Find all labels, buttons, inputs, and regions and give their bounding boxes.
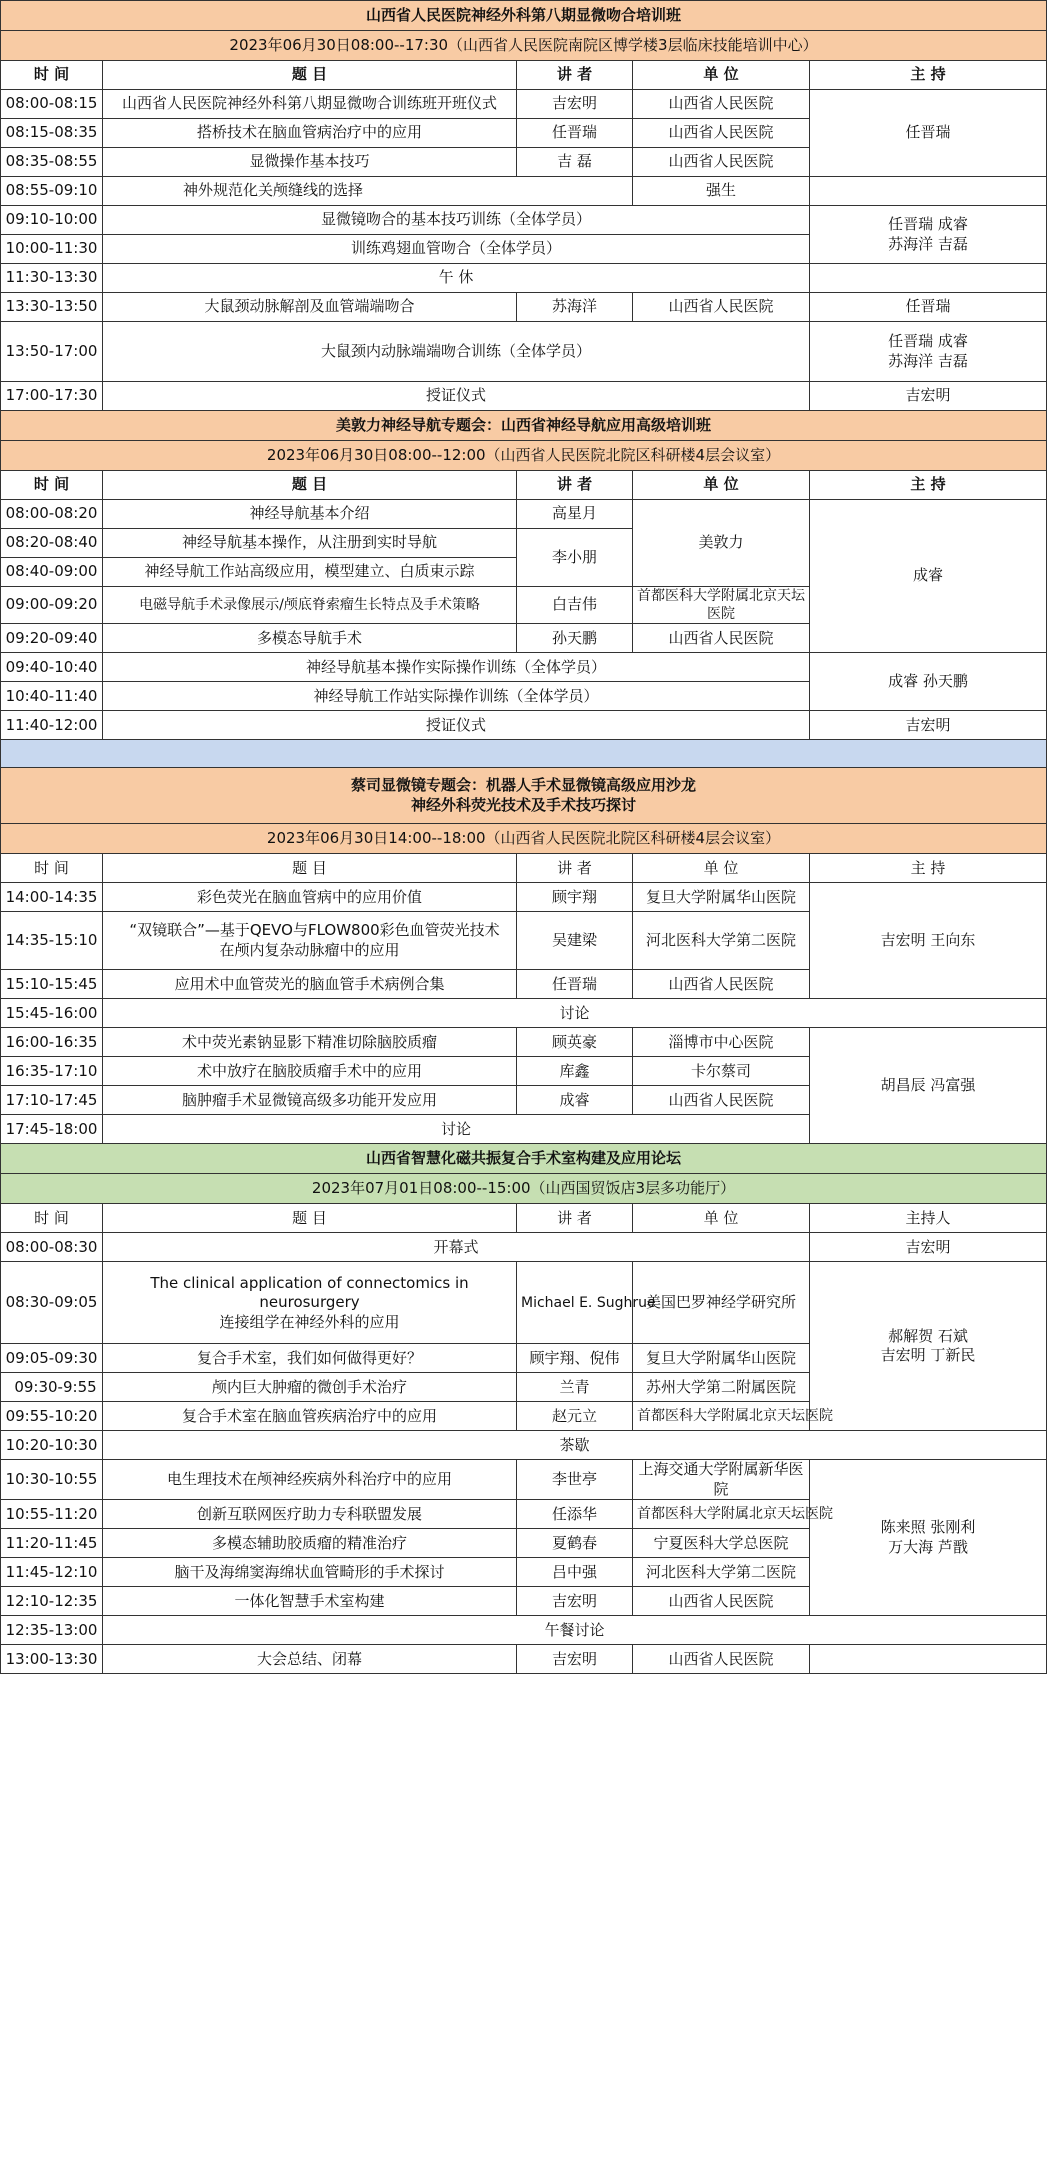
topic-cell: 讨论 — [103, 999, 1047, 1028]
time-cell: 08:00-08:30 — [1, 1233, 103, 1262]
section-1-subtitle-row — [1, 31, 1047, 61]
speaker-cell: 成睿 — [517, 1086, 633, 1115]
time-cell: 16:00-16:35 — [1, 1028, 103, 1057]
time-cell: 11:40-12:00 — [1, 711, 103, 740]
time-cell: 08:35-08:55 — [1, 148, 103, 177]
unit-cell: 首都医科大学附属北京天坛医院 — [633, 587, 810, 624]
speaker-cell: 任添华 — [517, 1500, 633, 1529]
topic-cell: 多模态导航手术 — [103, 624, 517, 653]
unit-cell: 山西省人民医院 — [633, 1587, 810, 1616]
time-cell: 13:30-13:50 — [1, 293, 103, 322]
unit-cell: 山西省人民医院 — [633, 90, 810, 119]
section-subtitle: 2023年07月01日08:00--15:00（山西国贸饭店3层多功能厅） — [1, 1174, 1047, 1204]
time-cell: 12:35-13:00 — [1, 1616, 103, 1645]
topic-cell: 大会总结、闭幕 — [103, 1645, 517, 1674]
topic-cell: 训练鸡翅血管吻合（全体学员） — [103, 235, 810, 264]
speaker-cell: 吕中强 — [517, 1558, 633, 1587]
unit-cell: 山西省人民医院 — [633, 148, 810, 177]
time-cell: 10:20-10:30 — [1, 1431, 103, 1460]
host-cell — [810, 322, 1047, 382]
topic-cell: 搭桥技术在脑血管病治疗中的应用 — [103, 119, 517, 148]
table-row — [1, 1645, 1047, 1674]
topic-cell: 应用术中血管荧光的脑血管手术病例合集 — [103, 970, 517, 999]
topic-line: 在颅内复杂动脉瘤中的应用 — [219, 940, 400, 959]
section-title — [1, 768, 1047, 824]
section-title-line: 神经外科荧光技术及手术技巧探讨 — [411, 795, 637, 814]
time-cell: 08:20-08:40 — [1, 529, 103, 558]
time-cell: 14:35-15:10 — [1, 912, 103, 970]
time-cell: 09:05-09:30 — [1, 1344, 103, 1373]
header-time: 时 间 — [1, 471, 103, 500]
header-unit: 单 位 — [633, 61, 810, 90]
host-cell — [810, 206, 1047, 264]
host-line: 任晋瑞 成睿 — [888, 332, 968, 350]
speaker-cell: 吉宏明 — [517, 1587, 633, 1616]
topic-cell: 颅内巨大肿瘤的微创手术治疗 — [103, 1373, 517, 1402]
topic-line: The clinical application of connectomics in — [150, 1273, 469, 1292]
section-subtitle: 2023年06月30日08:00--12:00（山西省人民医院北院区科研楼4层会议室） — [1, 441, 1047, 471]
host-line: 苏海洋 吉磊 — [888, 234, 968, 253]
host-cell: 任晋瑞 — [810, 90, 1047, 177]
unit-cell: 山西省人民医院 — [633, 1645, 810, 1674]
header-host: 主 持 — [810, 471, 1047, 500]
unit-cell: 山西省人民医院 — [633, 624, 810, 653]
unit-cell: 首都医科大学附属北京天坛医院 — [633, 1402, 810, 1431]
unit-cell: 苏州大学第二附属医院 — [633, 1373, 810, 1402]
table-row — [1, 1460, 1047, 1500]
unit-cell: 卡尔蔡司 — [633, 1057, 810, 1086]
header-host: 主 持 — [810, 61, 1047, 90]
time-cell: 15:45-16:00 — [1, 999, 103, 1028]
speaker-cell: 苏海洋 — [517, 293, 633, 322]
table-row — [1, 1262, 1047, 1344]
speaker-cell: 吉宏明 — [517, 90, 633, 119]
time-cell: 12:10-12:35 — [1, 1587, 103, 1616]
topic-cell: 大鼠颈内动脉端端吻合训练（全体学员） — [103, 322, 810, 382]
header-unit: 单 位 — [633, 471, 810, 500]
speaker-cell: 夏鹤春 — [517, 1529, 633, 1558]
host-cell: 胡昌辰 冯富强 — [810, 1028, 1047, 1144]
topic-line: 连接组学在神经外科的应用 — [219, 1312, 400, 1331]
section-divider — [1, 740, 1047, 768]
table-header-row — [1, 854, 1047, 883]
unit-cell: 山西省人民医院 — [633, 293, 810, 322]
speaker-cell: 顾英豪 — [517, 1028, 633, 1057]
topic-cell: 神外规范化关颅缝线的选择 — [103, 177, 633, 206]
time-cell: 14:00-14:35 — [1, 883, 103, 912]
time-cell: 10:40-11:40 — [1, 682, 103, 711]
unit-cell: 河北医科大学第二医院 — [633, 1558, 810, 1587]
time-cell: 11:45-12:10 — [1, 1558, 103, 1587]
section-2-subtitle-row — [1, 441, 1047, 471]
time-cell: 16:35-17:10 — [1, 1057, 103, 1086]
topic-cell: 山西省人民医院神经外科第八期显微吻合训练班开班仪式 — [103, 90, 517, 119]
unit-cell: 淄博市中心医院 — [633, 1028, 810, 1057]
table-row — [1, 500, 1047, 529]
time-cell: 10:00-11:30 — [1, 235, 103, 264]
section-4-title-row — [1, 1144, 1047, 1174]
speaker-cell: 任晋瑞 — [517, 119, 633, 148]
header-time: 时 间 — [1, 1204, 103, 1233]
speaker-cell: 库鑫 — [517, 1057, 633, 1086]
speaker-cell: 李世亭 — [517, 1460, 633, 1500]
section-title: 山西省人民医院神经外科第八期显微吻合培训班 — [1, 1, 1047, 31]
section-subtitle: 2023年06月30日14:00--18:00（山西省人民医院北院区科研楼4层会议室） — [1, 824, 1047, 854]
header-speaker: 讲 者 — [517, 471, 633, 500]
unit-cell: 美敦力 — [633, 500, 810, 587]
topic-cell: 创新互联网医疗助力专科联盟发展 — [103, 1500, 517, 1529]
host-line: 苏海洋 吉磊 — [888, 351, 968, 370]
topic-cell: 显微操作基本技巧 — [103, 148, 517, 177]
host-cell: 成睿 — [810, 500, 1047, 653]
time-cell: 11:30-13:30 — [1, 264, 103, 293]
host-cell: 吉宏明 — [810, 1233, 1047, 1262]
topic-cell: 电生理技术在颅神经疾病外科治疗中的应用 — [103, 1460, 517, 1500]
header-speaker: 讲 者 — [517, 1204, 633, 1233]
time-cell: 08:40-09:00 — [1, 558, 103, 587]
table-row — [1, 1431, 1047, 1460]
table-row — [1, 653, 1047, 682]
speaker-cell: 吉 磊 — [517, 148, 633, 177]
header-host: 主持人 — [810, 1204, 1047, 1233]
topic-line: neurosurgery — [259, 1293, 360, 1312]
topic-line: “双镜联合”—基于QEVO与FLOW800彩色血管荧光技术 — [129, 921, 500, 940]
section-4-subtitle-row — [1, 1174, 1047, 1204]
host-cell — [810, 1262, 1047, 1431]
time-cell: 17:45-18:00 — [1, 1115, 103, 1144]
host-line: 陈来照 张刚利 — [880, 1518, 976, 1537]
host-cell — [810, 177, 1047, 206]
speaker-cell: 顾宇翔、倪伟 — [517, 1344, 633, 1373]
time-cell: 08:00-08:20 — [1, 500, 103, 529]
topic-cell: 神经导航基本介绍 — [103, 500, 517, 529]
topic-cell: 午餐讨论 — [103, 1616, 1047, 1645]
unit-cell: 山西省人民医院 — [633, 1086, 810, 1115]
table-row — [1, 1233, 1047, 1262]
topic-cell: 神经导航工作站高级应用，模型建立、白质束示踪 — [103, 558, 517, 587]
time-cell: 09:30-9:55 — [1, 1373, 103, 1402]
table-row — [1, 883, 1047, 912]
section-title: 美敦力神经导航专题会：山西省神经导航应用高级培训班 — [1, 411, 1047, 441]
speaker-cell: 李小朋 — [517, 529, 633, 587]
unit-cell: 强生 — [633, 177, 810, 206]
header-time: 时 间 — [1, 854, 103, 883]
table-row — [1, 382, 1047, 411]
table-row — [1, 322, 1047, 382]
host-line: 吉宏明 丁新民 — [880, 1346, 976, 1365]
time-cell: 13:50-17:00 — [1, 322, 103, 382]
speaker-cell: Michael E. Sughrue — [517, 1262, 633, 1344]
unit-cell: 复旦大学附属华山医院 — [633, 1344, 810, 1373]
unit-cell: 首都医科大学附属北京天坛医院 — [633, 1500, 810, 1529]
topic-cell: 彩色荧光在脑血管病中的应用价值 — [103, 883, 517, 912]
topic-cell: 术中放疗在脑胶质瘤手术中的应用 — [103, 1057, 517, 1086]
time-cell: 09:20-09:40 — [1, 624, 103, 653]
table-row — [1, 264, 1047, 293]
topic-cell: 脑肿瘤手术显微镜高级多功能开发应用 — [103, 1086, 517, 1115]
unit-cell: 美国巴罗神经学研究所 — [633, 1262, 810, 1344]
time-cell: 17:10-17:45 — [1, 1086, 103, 1115]
speaker-cell: 兰青 — [517, 1373, 633, 1402]
topic-cell: 授证仪式 — [103, 711, 810, 740]
unit-cell: 宁夏医科大学总医院 — [633, 1529, 810, 1558]
time-cell: 13:00-13:30 — [1, 1645, 103, 1674]
speaker-cell: 吉宏明 — [517, 1645, 633, 1674]
speaker-cell: 白吉伟 — [517, 587, 633, 624]
time-cell: 08:30-09:05 — [1, 1262, 103, 1344]
topic-cell — [103, 1262, 517, 1344]
time-cell: 10:30-10:55 — [1, 1460, 103, 1500]
table-row — [1, 90, 1047, 119]
speaker-cell: 高星月 — [517, 500, 633, 529]
time-cell: 09:10-10:00 — [1, 206, 103, 235]
header-speaker: 讲 者 — [517, 854, 633, 883]
time-cell: 08:15-08:35 — [1, 119, 103, 148]
table-row — [1, 177, 1047, 206]
section-title-line: 蔡司显微镜专题会：机器人手术显微镜高级应用沙龙 — [351, 776, 697, 795]
time-cell: 08:00-08:15 — [1, 90, 103, 119]
table-header-row — [1, 471, 1047, 500]
topic-cell: 一体化智慧手术室构建 — [103, 1587, 517, 1616]
unit-cell: 河北医科大学第二医院 — [633, 912, 810, 970]
table-header-row — [1, 61, 1047, 90]
time-cell: 10:55-11:20 — [1, 1500, 103, 1529]
header-topic: 题 目 — [103, 1204, 517, 1233]
speaker-cell: 吴建梁 — [517, 912, 633, 970]
host-cell: 吉宏明 — [810, 382, 1047, 411]
unit-cell: 山西省人民医院 — [633, 119, 810, 148]
topic-cell: 多模态辅助胶质瘤的精准治疗 — [103, 1529, 517, 1558]
topic-cell: 神经导航基本操作实际操作训练（全体学员） — [103, 653, 810, 682]
topic-cell: 授证仪式 — [103, 382, 810, 411]
host-cell: 成睿 孙天鹏 — [810, 653, 1047, 711]
topic-cell — [103, 912, 517, 970]
table-row — [1, 206, 1047, 235]
header-topic: 题 目 — [103, 471, 517, 500]
topic-cell: 复合手术室，我们如何做得更好？ — [103, 1344, 517, 1373]
unit-cell: 复旦大学附属华山医院 — [633, 883, 810, 912]
topic-cell: 脑干及海绵窦海绵状血管畸形的手术探讨 — [103, 1558, 517, 1587]
time-cell: 09:40-10:40 — [1, 653, 103, 682]
topic-cell: 神经导航基本操作，从注册到实时导航 — [103, 529, 517, 558]
section-3-subtitle-row — [1, 824, 1047, 854]
table-row — [1, 293, 1047, 322]
table-row — [1, 999, 1047, 1028]
host-cell: 任晋瑞 — [810, 293, 1047, 322]
section-1-title-row — [1, 1, 1047, 31]
topic-cell: 大鼠颈动脉解剖及血管端端吻合 — [103, 293, 517, 322]
time-cell: 09:00-09:20 — [1, 587, 103, 624]
header-unit: 单 位 — [633, 854, 810, 883]
time-cell: 11:20-11:45 — [1, 1529, 103, 1558]
topic-cell: 开幕式 — [103, 1233, 810, 1262]
table-row — [1, 1028, 1047, 1057]
host-cell: 吉宏明 — [810, 711, 1047, 740]
unit-cell: 上海交通大学附属新华医院 — [633, 1460, 810, 1500]
host-line: 任晋瑞 成睿 — [888, 215, 968, 233]
topic-cell: 午 休 — [103, 264, 810, 293]
header-host: 主 持 — [810, 854, 1047, 883]
header-speaker: 讲 者 — [517, 61, 633, 90]
divider-cell — [1, 740, 1047, 768]
topic-cell: 术中荧光素钠显影下精准切除脑胶质瘤 — [103, 1028, 517, 1057]
time-cell: 08:55-09:10 — [1, 177, 103, 206]
time-cell: 15:10-15:45 — [1, 970, 103, 999]
speaker-cell: 赵元立 — [517, 1402, 633, 1431]
time-cell: 17:00-17:30 — [1, 382, 103, 411]
section-2-title-row — [1, 411, 1047, 441]
header-topic: 题 目 — [103, 854, 517, 883]
topic-cell: 茶歇 — [103, 1431, 1047, 1460]
topic-cell: 显微镜吻合的基本技巧训练（全体学员） — [103, 206, 810, 235]
table-row — [1, 1616, 1047, 1645]
section-title: 山西省智慧化磁共振复合手术室构建及应用论坛 — [1, 1144, 1047, 1174]
time-cell: 09:55-10:20 — [1, 1402, 103, 1431]
host-line: 郝解贺 石斌 — [888, 1326, 968, 1345]
host-cell — [810, 1645, 1047, 1674]
host-cell — [810, 264, 1047, 293]
section-subtitle: 2023年06月30日08:00--17:30（山西省人民医院南院区博学楼3层临床技能培训中心） — [1, 31, 1047, 61]
header-unit: 单 位 — [633, 1204, 810, 1233]
header-time: 时 间 — [1, 61, 103, 90]
host-cell: 吉宏明 王向东 — [810, 883, 1047, 999]
header-topic: 题 目 — [103, 61, 517, 90]
section-3-title-row — [1, 768, 1047, 824]
speaker-cell: 任晋瑞 — [517, 970, 633, 999]
host-cell — [810, 1460, 1047, 1616]
table-header-row — [1, 1204, 1047, 1233]
speaker-cell: 顾宇翔 — [517, 883, 633, 912]
table-row — [1, 711, 1047, 740]
topic-cell: 复合手术室在脑血管疾病治疗中的应用 — [103, 1402, 517, 1431]
topic-cell: 电磁导航手术录像展示/颅底脊索瘤生长特点及手术策略 — [103, 587, 517, 624]
topic-cell: 神经导航工作站实际操作训练（全体学员） — [103, 682, 810, 711]
topic-cell: 讨论 — [103, 1115, 810, 1144]
host-line: 万大海 芦戬 — [888, 1537, 968, 1556]
unit-cell: 山西省人民医院 — [633, 970, 810, 999]
speaker-cell: 孙天鹏 — [517, 624, 633, 653]
